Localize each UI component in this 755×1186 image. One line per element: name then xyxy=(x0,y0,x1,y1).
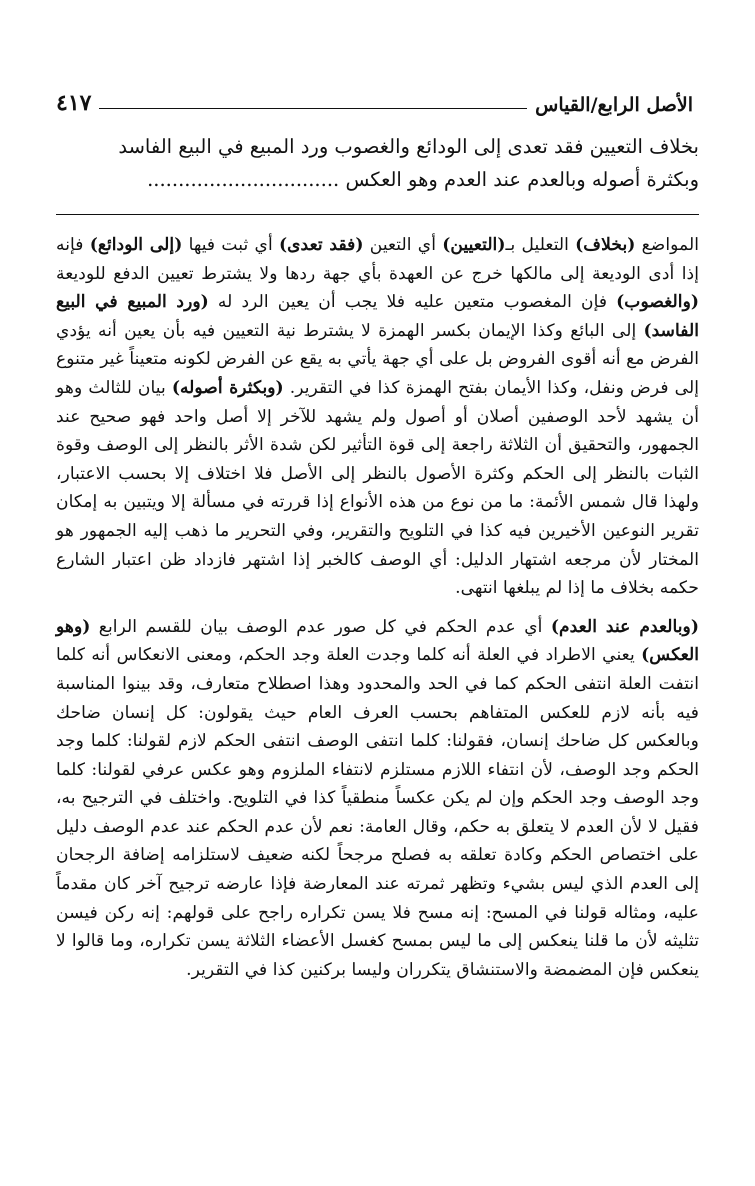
running-head xyxy=(56,88,693,116)
main-text-line-2-text: وبكثرة أصوله وبالعدم عند العدم وهو العكس xyxy=(345,168,699,191)
commentary-text: فإن المغصوب متعين عليه فلا يجب أن يعين الرد له xyxy=(208,292,617,313)
quoted-matn-phrase: (والغصوب) xyxy=(616,292,700,313)
commentary-paragraph-1 xyxy=(56,231,699,603)
quoted-matn-phrase: (فقد تعدى) xyxy=(278,235,364,255)
commentary-text: إلى البائع وكذا الإيمان بكسر الهمزة لا يشترط نية التعيين فيه بأن يعين أنه يؤدي الفرض مع أنه أقوى الفروض بل على أي جهة يأتي به يقع عن الفرض لكونه متعيناً غير متنوع إلى فرض ونفل، وكذا الأيمان بفتح الهمزة كذا في التقرير. xyxy=(56,320,699,398)
main-text xyxy=(56,130,699,196)
ellipsis-dots: ............................... xyxy=(147,168,340,191)
commentary-text: أي ثبت فيها xyxy=(182,235,279,255)
quoted-matn-phrase: (وبكثرة أصوله) xyxy=(171,377,284,398)
running-title: الأصل الرابع/القياس xyxy=(535,94,693,116)
quoted-matn-phrase: (وبالعدم عند العدم) xyxy=(550,616,699,637)
commentary-text: فإنه إذا أدى الوديعة إلى مالكها خرج عن العهدة بأي جهة ردها ولا يشترط تعيين الدفع للوديعة xyxy=(56,235,699,284)
commentary-text: بيان للثالث وهو أن يشهد لأحد الوصفين أصلان أو أصول ولم يشهد للآخر إلا أصل واحد فهو صحيح عند الجمهور، والتحقيق أن الثلاثة راجعة إلى قوة التأثير لكن شدة الأثر بالنظر إلى الوصف وقوة الثبات بالنظر إلى الحكم وكثرة الأصول بالنظر إلى الأصل فلا اختلاف إلا بحسب الاعتبار، ولهذا قال شمس الأئمة: ما من نوع من هذه الأنواع إذا قررته في مسألة إلا ويتبين به إمكان تقرير النوعين الأخيرين فيه كذا في التلويح والتقرير، وفي التحرير ما ذهب إليه الجمهور هو المختار لأن مرجعه اشتهار الدليل: أي الوصف كالخبر إذا اشتهر فازداد ظن اعتبار الشارع حكمه بخلاف ما إذا لم يبلغها انتهى. xyxy=(56,377,699,599)
commentary-text: أي التعين xyxy=(363,235,443,255)
commentary-paragraph-2 xyxy=(56,613,699,985)
main-text-line-2 xyxy=(56,163,699,196)
commentary xyxy=(56,231,699,984)
commentary-text: التعليل بـ xyxy=(505,235,576,255)
quoted-matn-phrase: (وهو العكس) xyxy=(56,616,699,666)
quoted-matn-phrase: (بخلاف) xyxy=(575,235,636,255)
page-number: ٤١٧ xyxy=(56,90,92,116)
quoted-matn-phrase: (إلى الودائع) xyxy=(89,235,183,255)
commentary-text: أي عدم الحكم في كل صور عدم الوصف بيان للقسم الرابع xyxy=(90,616,551,637)
header-rule xyxy=(99,108,527,109)
main-text-line-1: بخلاف التعيين فقد تعدى إلى الودائع والغصوب ورد المبيع في البيع الفاسد xyxy=(118,135,699,158)
section-divider xyxy=(56,214,699,215)
commentary-text: المواضع xyxy=(635,235,699,255)
quoted-matn-phrase: (التعيين) xyxy=(442,235,506,255)
quoted-matn-phrase: (ورد المبيع في البيع الفاسد) xyxy=(56,292,699,341)
commentary-text: يعني الاطراد في العلة أنه كلما وجدت العلة وجد الحكم، ومعنى الانعكاس أنه كلما انتفت العلة انتفى الحكم كما في الحد والمحدود وهذا اصطلاح متعارف، وقد بينوا المناسبة فيه بأنه لازم للعكس المتفاهم بحسب العرف العام حيث يقولون: كل إنسان ضاحك وبالعكس كل ضاحك إنسان، فقولنا: كلما انتفى الوصف انتفى الحكم لازم لقولنا: كلما وجد الحكم وجد الوصف، لأن انتفاء اللازم مستلزم لانتفاء الملزوم وهو عكس عرفي لقولنا: كلما وجد الوصف وجد الحكم وإن لم يكن عكساً منطقياً كذا في التلويح. واختلف في الترجيح به، فقيل لا لأن العدم لا يتعلق به حكم، وقال العامة: نعم لأن عدم الحكم عند عدم الوصف دليل على اختصاص الحكم وكادة تعلقه به فصلح مرجحاً لكنه ضعيف لاستلزامه إضافة الرجحان إلى العدم الذي ليس بشيء وتظهر ثمرته عند المعارضة فإذا عارضه ترجيح آخر كان مقدماً عليه، ومثاله قولنا في المسح: إنه مسح فلا يسن تكراره راجح على قولهم: إنه ركن فيسن تثليثه لأن ما قلنا ينعكس إلى ما ليس بمسح كغسل الأعضاء الثلاثة يسن تكراره، وما قالوا لا ينعكس فإن المضمضة والاستنشاق يتكرران وليسا بركنين كذا في التقرير. xyxy=(56,645,699,980)
